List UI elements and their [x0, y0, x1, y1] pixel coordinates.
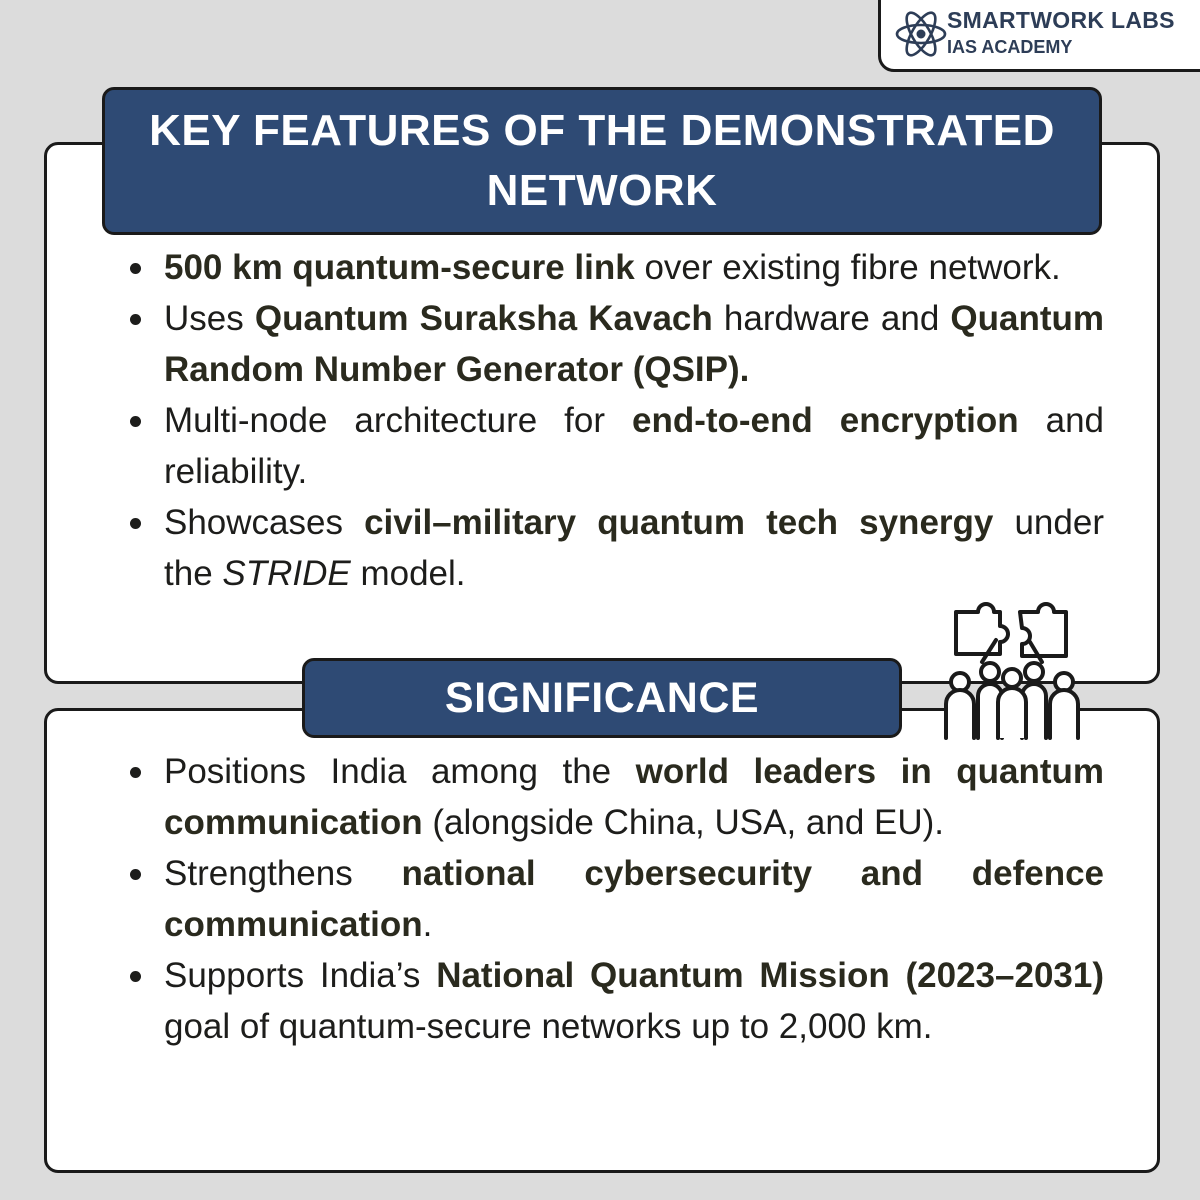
list-item: Uses Quantum Suraksha Kavach hardware and Quantum Random Number Generator (QSIP).: [124, 293, 1104, 395]
list-item: Multi-node architecture for end-to-end encryption and reliability.: [124, 395, 1104, 497]
list-item: Showcases civil–military quantum tech synergy under the STRIDE model.: [124, 497, 1104, 599]
brand-logo: [878, 0, 1200, 72]
list-item: Strengthens national cybersecurity and defence communication.: [124, 848, 1104, 950]
brand-name: SMARTWORK LABS: [947, 7, 1175, 33]
features-heading: KEY FEATURES OF THE DEMONSTRATED NETWORK: [102, 87, 1102, 235]
list-item: Positions India among the world leaders in quantum communication (alongside China, USA, and EU).: [124, 746, 1104, 848]
significance-list: [124, 746, 1104, 1052]
features-list: [124, 242, 1104, 599]
significance-heading: SIGNIFICANCE: [302, 658, 902, 738]
atom-icon: [893, 9, 949, 59]
list-item: Supports India’s National Quantum Mission (2023–2031) goal of quantum-secure networks up to 2,000 km.: [124, 950, 1104, 1052]
brand-subtitle: IAS ACADEMY: [947, 37, 1073, 57]
teamwork-puzzle-icon: [938, 598, 1086, 742]
list-item: 500 km quantum-secure link over existing fibre network.: [124, 242, 1104, 293]
